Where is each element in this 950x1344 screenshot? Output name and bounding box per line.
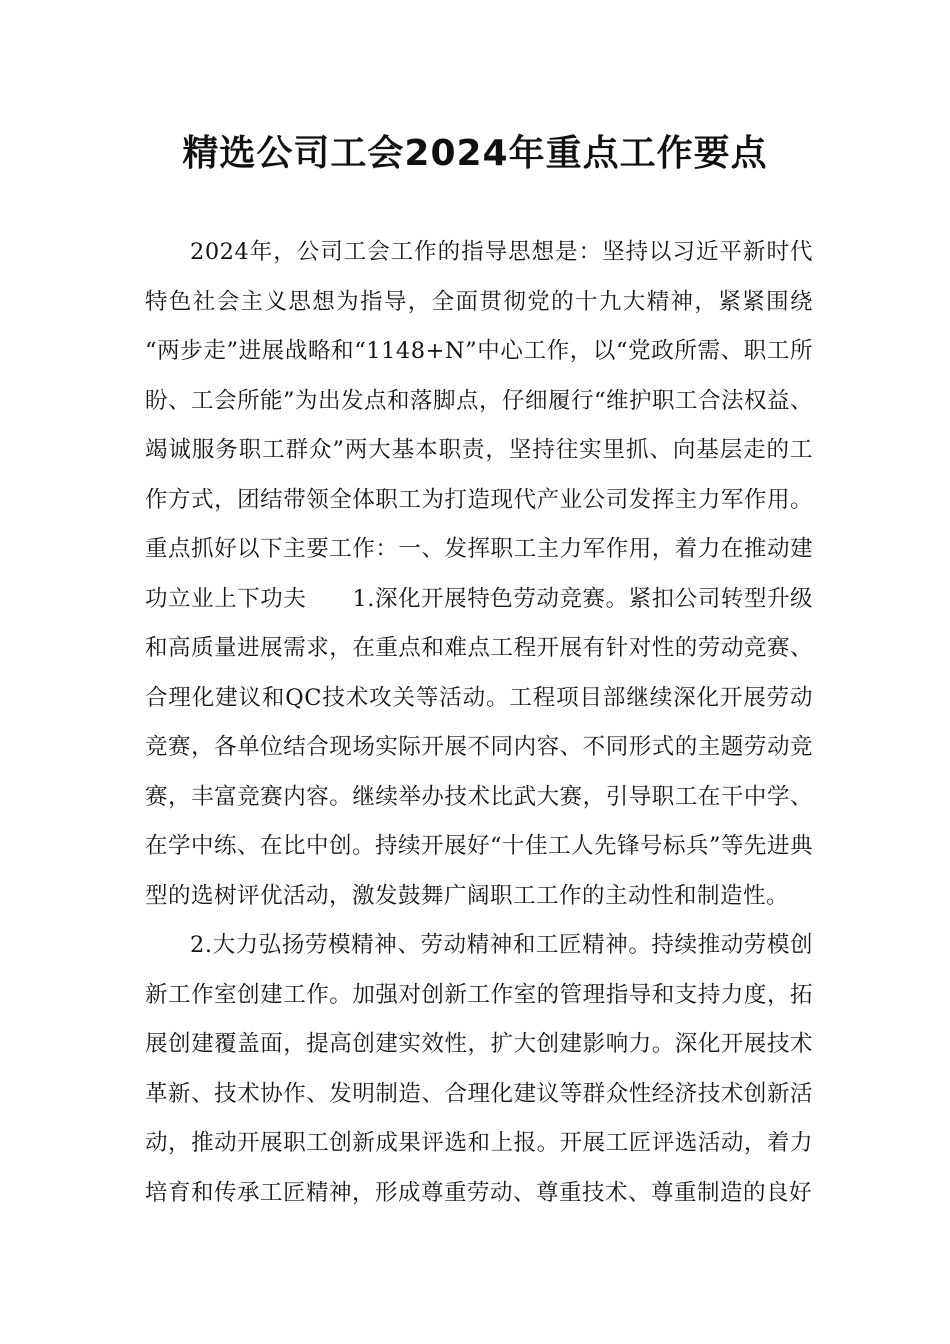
paragraph-1: 2024年，公司工会工作的指导思想是：坚持以习近平新时代特色社会主义思想为指导，全面贯彻党的十九大精神，紧紧围绕 “两步走”进展战略和“1148+N”中心工作，以“党政所需、职工所盼、工会所能”为出发点和落脚点，仔细履行“维护职工合法权益、竭诚服务职工群众”两大基本职责，坚持往实里抓、向基层走的工作方式，团结带领全体职工为打造现代产业公司发挥主力军作用。重点抓好以下主要工作：一、发挥职工主力军作用，着力在推动建功立业上下功夫 1.深化开展特色劳动竞赛。紧扣公司转型升级和高质量进展需求，在重点和难点工程开展有针对性的劳动竞赛、合理化建议和QC技术攻关等活动。工程项目部继续深化开展劳动竞赛，各单位结合现场实际开展不同内容、不同形式的主题劳动竞赛，丰富竞赛内容。继续举办技术比武大赛，引导职工在干中学、在学中练、在比中创。持续开展好“十佳工人先锋号标兵”等先进典型的选树评优活动，激发鼓舞广阔职工工作的主动性和制造性。 (145, 239, 814, 909)
document-title: 精选公司工会2024年重点工作要点 (182, 133, 768, 174)
document-body (145, 228, 813, 1218)
paragraph-2: 2.大力弘扬劳模精神、劳动精神和工匠精神。持续推动劳模创新工作室创建工作。加强对创新工作室的管理指导和支持力度，拓展创建覆盖面，提高创建实效性，扩大创建影响力。深化开展技术革新、技术协作、发明制造、合理化建议等群众性经济技术创新活动，推动开展职工创新成果评选和上报。开展工匠评选活动，着力培育和传承工匠精神，形成尊重劳动、尊重技术、尊重制造的良好 (145, 932, 813, 1206)
